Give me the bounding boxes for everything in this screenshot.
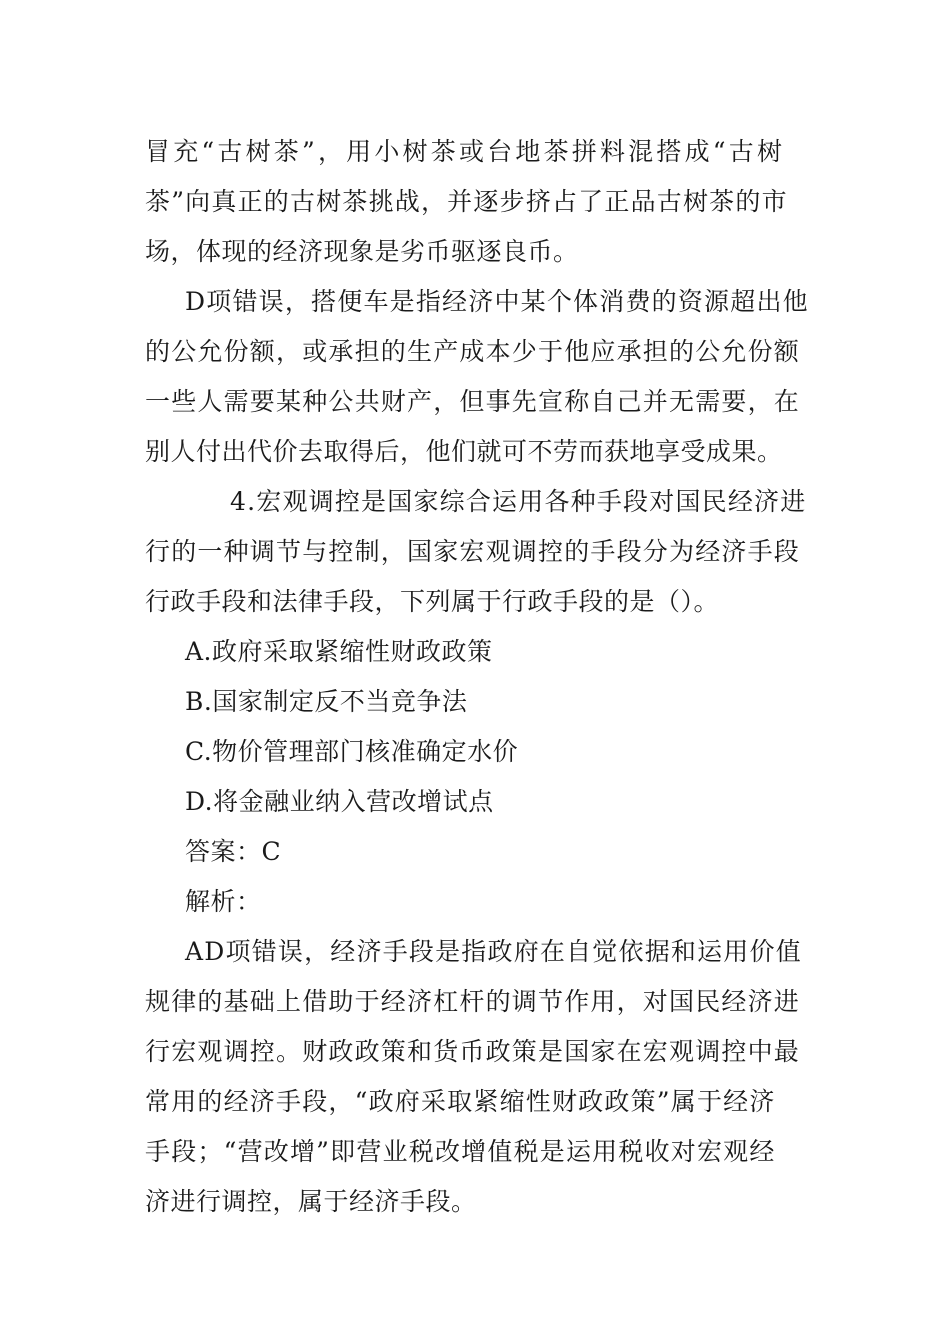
option-c: C.物价管理部门核准确定水价 bbox=[185, 737, 519, 766]
option-a: A.政府采取紧缩性财政政策 bbox=[185, 637, 493, 666]
question-text: 行的一种调节与控制，国家宏观调控的手段分为经济手段 bbox=[145, 537, 801, 566]
text-line: 济进行调控，属于经济手段。 bbox=[145, 1187, 477, 1216]
text-line: 的公允份额，或承担的生产成本少于他应承担的公允份额 bbox=[145, 337, 801, 366]
text-line: 场，体现的经济现象是劣币驱逐良币。 bbox=[145, 237, 579, 266]
option-b: B.国家制定反不当竞争法 bbox=[185, 687, 468, 716]
text-line: AD项错误，经济手段是指政府在自觉依据和运用价值 bbox=[185, 937, 802, 966]
option-d: D.将金融业纳入营改增试点 bbox=[185, 787, 494, 816]
answer-line: 答案：C bbox=[185, 837, 282, 866]
text-line: 行宏观调控。财政政策和货币政策是国家在宏观调控中最 bbox=[145, 1037, 801, 1066]
text-line: 手段；“营改增”即营业税改增值税是运用税收对宏观经 bbox=[145, 1137, 776, 1166]
text-line: 茶”向真正的古树茶挑战，并逐步挤占了正品古树茶的市 bbox=[145, 187, 788, 216]
text-line: 规律的基础上借助于经济杠杆的调节作用，对国民经济进 bbox=[145, 987, 801, 1016]
text-line: 一些人需要某种公共财产，但事先宣称自己并无需要，在 bbox=[145, 387, 801, 416]
question-text: 4.宏观调控是国家综合运用各种手段对国民经济进 bbox=[230, 487, 807, 516]
analysis-label: 解析： bbox=[185, 887, 262, 916]
text-line: 常用的经济手段，“政府采取紧缩性财政政策”属于经济 bbox=[145, 1087, 776, 1116]
text-line: 冒充“古树茶”，用小树茶或台地茶拼料混搭成“古树 bbox=[145, 137, 786, 166]
text-line: 别人付出代价去取得后，他们就可不劳而获地享受成果。 bbox=[145, 437, 783, 466]
question-text: 行政手段和法律手段，下列属于行政手段的是（）。 bbox=[145, 587, 720, 616]
text-line: D项错误，搭便车是指经济中某个体消费的资源超出他 bbox=[185, 287, 809, 316]
